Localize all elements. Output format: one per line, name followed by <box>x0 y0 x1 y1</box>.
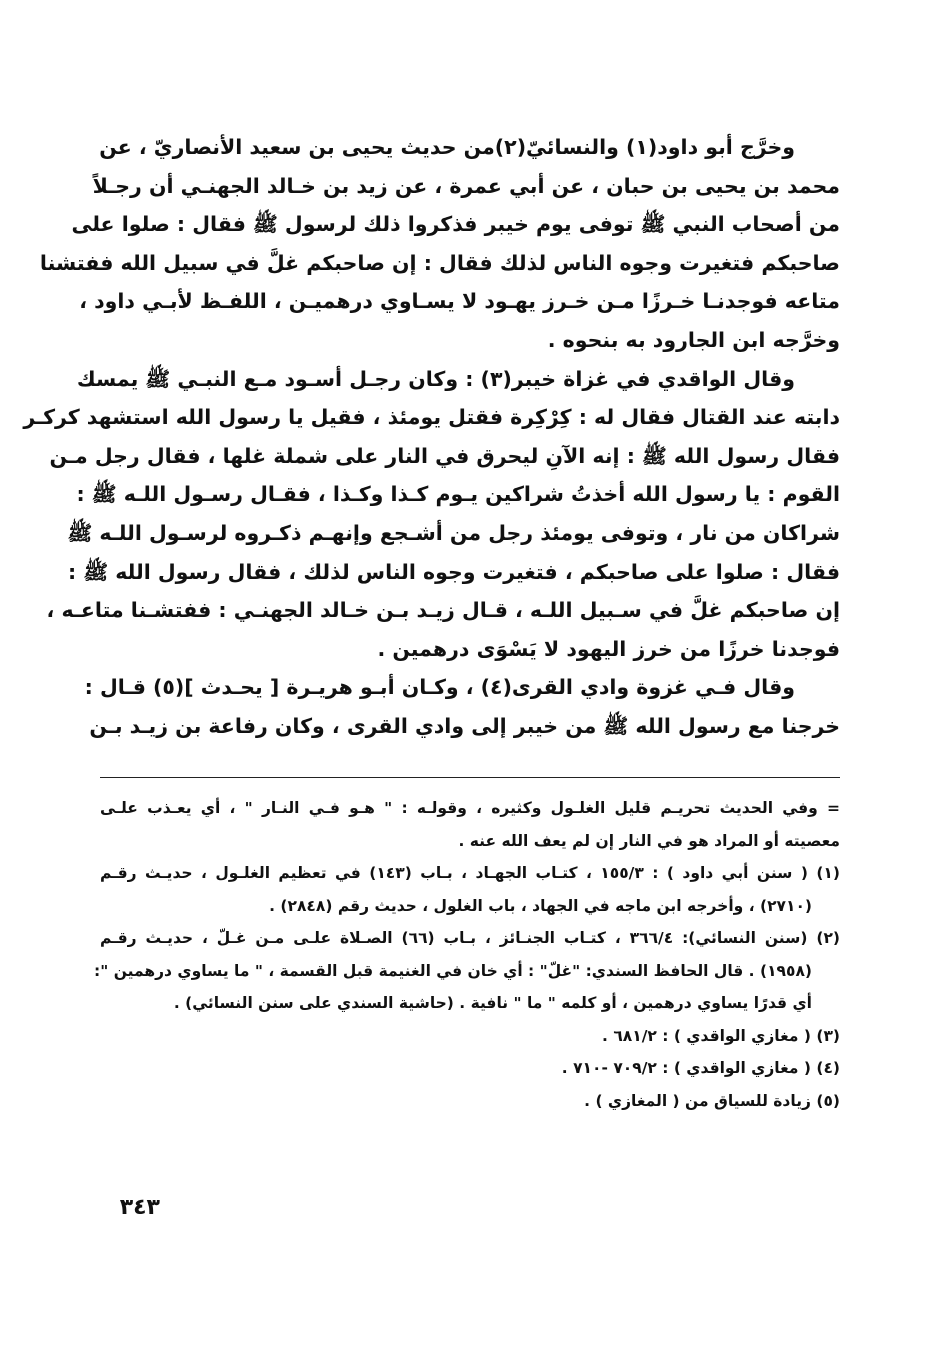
footnote-line: = وفي الحديث تحريـم قليل الغلـول وكثيره ، وقولـه : " هـو فـي النـار " ، أي يعـذب علـى <box>100 799 840 817</box>
footnote-line: (١٩٥٨) . قال الحافظ السندي: "غلّ" : أي خان في الغنيمة قبل القسمة ، " ما يساوي درهمين ": <box>94 961 812 980</box>
footnote-line: (٣) ( مغازي الواقدي ) : ٦٨١/٢ . <box>602 1026 840 1045</box>
main-text <box>23 128 840 746</box>
footnote-line: (٢) (سنن النسائي): ٣٦٦/٤ ، كتـاب الجنـائز ، بـاب (٦٦) الصـلاة علـى مـن غـلّ ، حديـث رقـم <box>100 929 840 947</box>
body-line: فقال : صلوا على صاحبكم ، فتغيرت وجوه الناس لذلك ، فقال رسول الله ﷺ : <box>67 559 840 584</box>
footnote-separator <box>100 777 840 778</box>
footnote-line: (٢٧١٠) ، وأخرجه ابن ماجه في الجهاد ، باب الغلول ، حديث رقم (٢٨٤٨) . <box>269 896 812 915</box>
footnote-line: أي قدرًا يساوي درهمين ، أو كلمه " ما " نافية . (حاشية السندي على سنن النسائي) . <box>173 994 812 1012</box>
body-line: فوجدنا خرزًا من خرز اليهود لا يَسْوَى درهمين . <box>377 636 840 661</box>
body-line: فقال رسول الله ﷺ : إنه الآنِ ليحرق في النار على شملة غلها ، فقال رجل مـن <box>49 443 840 468</box>
body-line: متاعه فوجدنـا خـرزًا مـن خـرز يهـود لا يسـاوي درهميـن ، اللفـظ لأبـي داود ، <box>79 289 840 314</box>
body-line: دابته عند القتال فقال له : كِرْكِرة فقتل يومئذ ، فقيل يا رسول الله استشهد كركـر <box>23 405 840 430</box>
footnote-line: (٥) زيادة للسياق من ( المغازي ) . <box>584 1091 840 1110</box>
body-line: وقال فـي غزوة وادي القرى(٤) ، وكـان أبـو هريـرة [ يحـدث ](٥) قـال : <box>84 675 795 700</box>
footnote-line: (١) ( سنن أبي داود ) : ١٥٥/٣ ، كتـاب الجهـاد ، بـاب (١٤٣) في تعظيم الغلـول ، حديـث رقـم <box>100 864 840 882</box>
body-line: من أصحاب النبي ﷺ توفى يوم خيبر فذكروا ذلك لرسول ﷺ فقال : صلوا على <box>71 212 840 237</box>
footnote-line: معصيته أو المراد هو في النار إن لم يعف الله عنه . <box>458 831 840 850</box>
body-line: القوم : يا رسول الله أخذتُ شراكين يـوم كـذا وكـذا ، فقـال رسـول اللـه ﷺ : <box>76 482 840 507</box>
body-line: خرجنا مع رسول الله ﷺ من خيبر إلى وادي القرى ، وكان رفاعة بن زيـد بـن <box>89 713 840 738</box>
body-line: وخرَّجه ابن الجارود به بنحوه . <box>547 327 840 352</box>
body-line: إن صاحبكم غلَّ في سـبيل اللـه ، قـال زيـد بـن خـالد الجهنـي : ففتشـنا متاعـه ، <box>46 598 840 623</box>
footnotes <box>94 792 840 1117</box>
footnote-line: (٤) ( مغازي الواقدي ) : ٧٠٩/٢ -٧١٠ . <box>561 1059 840 1077</box>
body-line: وقال الواقدي في غزاة خيبر(٣) : وكان رجـل أسـود مـع النبـي ﷺ يمسك <box>76 366 795 391</box>
page-number: ٣٤٣ <box>119 1195 160 1220</box>
body-line: شراكان من نار ، وتوفى يومئذ رجل من أشـجع وإنهـم ذكـروه لرسـول اللـه ﷺ <box>67 520 840 545</box>
body-line: صاحبكم فتغيرت وجوه الناس لذلك فقال : إن صاحبكم غلَّ في سبيل الله ففتشنا <box>39 250 840 275</box>
body-line: وخرَّج أبو داود(١) والنسائيّ(٢)من حديث يحيى بن سعيد الأنصاريّ ، عن <box>99 135 795 159</box>
body-line: محمد بن يحيى بن حبان ، عن أبي عمرة ، عن زيد بن خـالد الجهنـي أن رجـلاً <box>92 173 840 198</box>
